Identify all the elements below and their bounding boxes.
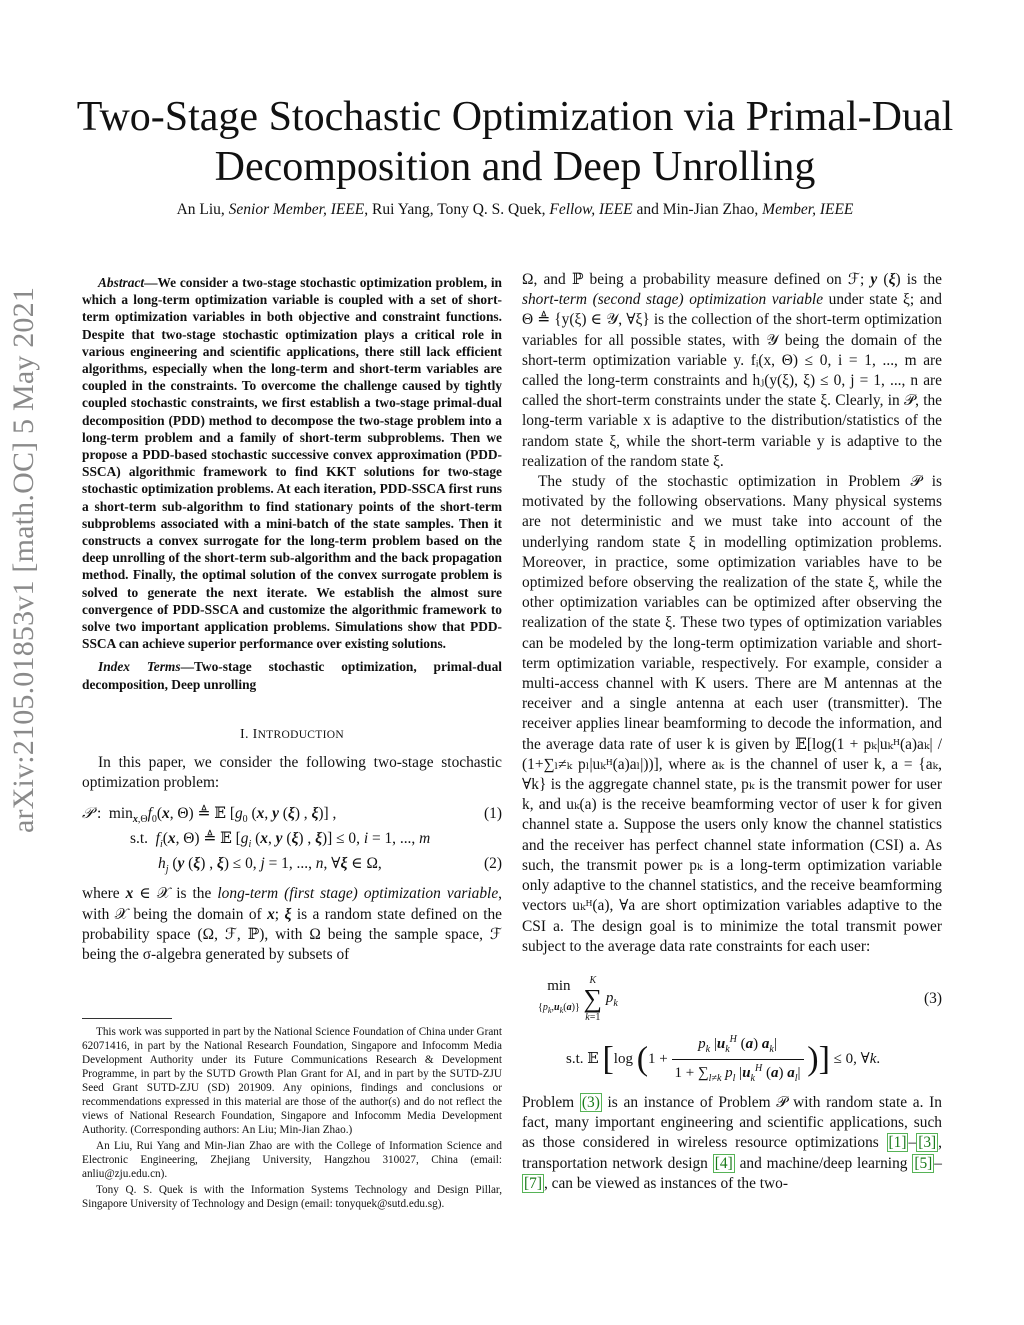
footnote-affiliation-zju: An Liu, Rui Yang and Min-Jian Zhao are with the College of Information Science and Electronic Engineering, Zhejiang University, Hangzhou 310027, China (email: anliu@zju.edu.cn). bbox=[82, 1140, 502, 1180]
equation-2-number: (2) bbox=[484, 855, 502, 873]
author-1-name: An Liu, bbox=[176, 201, 229, 218]
citation-3[interactable]: [3] bbox=[918, 1134, 937, 1152]
equation-1-constraint: s.t. $f_i(x$, Θ) ≜ 𝔼 [$g_i$ (x, y (ξ) , ξ)] ≤ 0, i = 1, ..., m bbox=[130, 830, 431, 851]
equation-reference-3[interactable]: (3) bbox=[581, 1093, 600, 1111]
right-paragraph-3: Problem (3) is an instance of Problem 𝒫 with random state a. In fact, many important engineering and scientific applications, such as those considered in wireless resource optimizations [1] – [3] , transportation network design [4] and machine/deep learning [5] –[7] , can be viewed as instances of the two- bbox=[522, 1093, 942, 1192]
author-2-name: , Rui Yang, Tony Q. S. Quek, bbox=[364, 201, 550, 218]
title-line-1: Two-Stage Stochastic Optimization via Primal-Dual bbox=[76, 94, 954, 140]
section-heading-introduction bbox=[82, 725, 502, 745]
section-first-letter: I bbox=[252, 726, 258, 742]
author-list bbox=[60, 201, 970, 219]
right-column bbox=[522, 270, 942, 1194]
section-title-rest: NTRODUCTION bbox=[257, 728, 344, 741]
arxiv-sidebar-stamp bbox=[2, 140, 46, 980]
intro-paragraph-2: where x ∈ 𝒳 is the long-term (first stage) optimization variable, with 𝒳 being the domain of x; ξ is a random state defined on the probability space (Ω, ℱ, ℙ), with Ω being the sample space, ℱ being the σ-algebra generated by subsets of bbox=[82, 885, 503, 964]
footnote-funding: This work was supported in part by the National Science Foundation of China under Grant 62071416, in part by the National Research Foundation, Singapore and Infocomm Media Development Authority under its Future Communications Research & Development Programme, in part by the SUTD Growth Plan Grant for AI, and in part by the SUTD-ZJU Seed Grant SUTD-ZJU (SD) 201909. Any opinions, findings and conclusions or recommendations expressed in this material are those of the author(s) and do not reflect the views of National Research Foundation, Singapore and Infocomm Media Development Authority. (Corresponding authors: An Liu; Min-Jian Zhao.) bbox=[82, 1026, 502, 1136]
left-column bbox=[82, 270, 502, 965]
author-3-name: and Min-Jian Zhao, bbox=[632, 201, 763, 218]
right-paragraph-1: Ω, and ℙ being a probability measure defined on ℱ; y (ξ) is the short-term (second stage) optimization variable under state ξ; and Θ ≜ {y(ξ) ∈ 𝒴, ∀ξ} is the collection of the short-term optimization variables for all possible states, with 𝒴 being the domain of the short-term optimization variable y. fᵢ(x, Θ) ≤ 0, i = 1, ..., m are called the long-term constraints and hⱼ(y(ξ), ξ) ≤ 0, j = 1, ..., n are called the short-term constraints under the state ξ. Clearly, in 𝒫, the long-term variable x is adaptive to the distribution/statistics of the random state ξ, while the short-term variable y is adaptive to the realization of the random state ξ. bbox=[522, 271, 943, 470]
equation-block-1-2 bbox=[82, 801, 502, 876]
right-paragraph-2: The study of the stochastic optimization in Problem 𝒫 is motivated by the following observations. Many physical systems are not deterministic and we must take into account of the underlying random state ξ in modelling optimization problems. Moreover, in practice, some optimization variables have to be optimized before observing the realization of the state ξ, while the other optimization variables can be optimized after observing the realization of the state ξ. These two types of optimization variables can be modeled by the long-term optimization variable and short-term optimization variable, respectively. For example, consider a multi-access channel with K users. There are M antennas at the receiver and a single antenna at each user (transmitter). The receiver applies linear beamforming to decode the information, and the average data rate of user k is given by 𝔼[log(1 + pₖ|uₖᴴ(a)aₖ| / (1+∑ₗ≠ₖ pₗ|uₖᴴ(a)aₗ|))], where aₖ is the channel of user k, a = {aₖ, ∀k} is the aggregate channel state, pₖ is the transmit power for user k, and uₖ(a) is the receive beamforming vector of user k for given channel state a. Suppose the users only know the channel statistics and the receiver has perfect channel state information (CSI) a. As such, the transmit power pₖ is a long-term optimization variable only adaptive to the channel statistics, and the receive beamforming vectors uₖᴴ(a), ∀a are short optimization variables adaptive to the CSI a. The design goal is to minimize the total transmit power subject to the average data rate constraints for each user: bbox=[522, 473, 942, 955]
intro-paragraph-1: In this paper, we consider the following two-stage stochastic optimization problem: bbox=[82, 754, 502, 792]
arxiv-id: arXiv:2105.01853v1 [math.OC] 5 May 2021 bbox=[7, 286, 41, 834]
equation-2: $h_j$ (y (ξ) , ξ) ≤ 0, j = 1, ..., n, ∀ξ ∈ Ω, (2) bbox=[82, 851, 502, 876]
footnote-divider bbox=[82, 1018, 172, 1019]
section-number: I. bbox=[240, 726, 253, 742]
equation-3-constraint: s.t. 𝔼 [log (1 + $p_k$ $|u_k^H$ (a) $a_k|$ $1 + \sum_{l\ne k}$ $p_l$ $|u_k^H$ (a) $a_l|$ )] ≤ 0, ∀k. bbox=[566, 1031, 880, 1088]
citation-4[interactable]: [4] bbox=[714, 1154, 733, 1172]
equation-3-number: (3) bbox=[924, 989, 942, 1007]
abstract-label: Abstract bbox=[98, 275, 145, 290]
equation-3 bbox=[522, 967, 942, 1085]
equation-3-objective: min $\{p_k,u_k(a)\}$ K ∑ k=1 $p_k$ bbox=[538, 974, 618, 1023]
index-terms-text: —Two-stage stochastic optimization, primal-dual decomposition, Deep unrolling bbox=[82, 659, 502, 692]
abstract bbox=[82, 274, 502, 652]
citation-5[interactable]: [5] bbox=[914, 1154, 933, 1172]
author-3-role: Member, IEEE bbox=[762, 201, 854, 218]
equation-1: 𝒫 : $\min_{x,\Theta}f_0(x$, Θ) ≜ 𝔼 [$g_0$ (x, y (ξ) , ξ)] , (1) bbox=[82, 801, 502, 826]
index-terms-label: Index Terms bbox=[98, 659, 181, 675]
abstract-text: —We consider a two-stage stochastic optimization problem, in which a long-term optimization variable is coupled with a set of short-term optimization variables in both objective and constraint functions. Despite that two-stage stochastic optimization plays a critical role in various engineering and scientific applications, there still lack efficient algorithms, especially when the long-term and short-term variables are coupled in the constraints. To overcome the challenge caused by tightly coupled stochastic constraints, we first establish a two-stage primal-dual decomposition (PDD) method to decompose the two-stage problem into a long-term problem and a family of short-term subproblems. Then we propose a PDD-based stochastic successive convex approximation (PDD-SSCA) algorithmic framework to find KKT solutions for two-stage stochastic optimization problems. At each iteration, PDD-SSCA first runs a short-term sub-algorithm to find stationary points of the short-term subproblems associated with a mini-batch of the state samples. Then it constructs a convex surrogate for the long-term problem based on the deep unrolling of the short-term sub-algorithm and the back propagation method. Finally, the optimal solution of the convex surrogate problem is solved to generate the next iterate. We establish the almost sure convergence of PDD-SSCA and customize the algorithmic framework to solve two important application problems. Simulations show that PDD-SSCA can achieve superior performance over existing solutions. bbox=[82, 275, 502, 652]
paper-title bbox=[60, 92, 970, 192]
footnote-affiliation-sutd: Tony Q. S. Quek is with the Information Systems Technology and Design Pillar, Singapore University of Technology and Design (email: tonyquek@sutd.edu.sg). bbox=[82, 1184, 502, 1210]
author-2-role: Fellow, IEEE bbox=[549, 201, 633, 218]
author-1-role: Senior Member, IEEE bbox=[228, 201, 365, 218]
citation-7[interactable]: [7] bbox=[524, 1174, 542, 1192]
index-terms bbox=[82, 658, 502, 692]
title-line-2: Decomposition and Deep Unrolling bbox=[214, 144, 816, 190]
equation-1-number: (1) bbox=[484, 805, 502, 823]
citation-1[interactable]: [1] bbox=[888, 1134, 907, 1152]
footnotes bbox=[82, 1025, 502, 1213]
